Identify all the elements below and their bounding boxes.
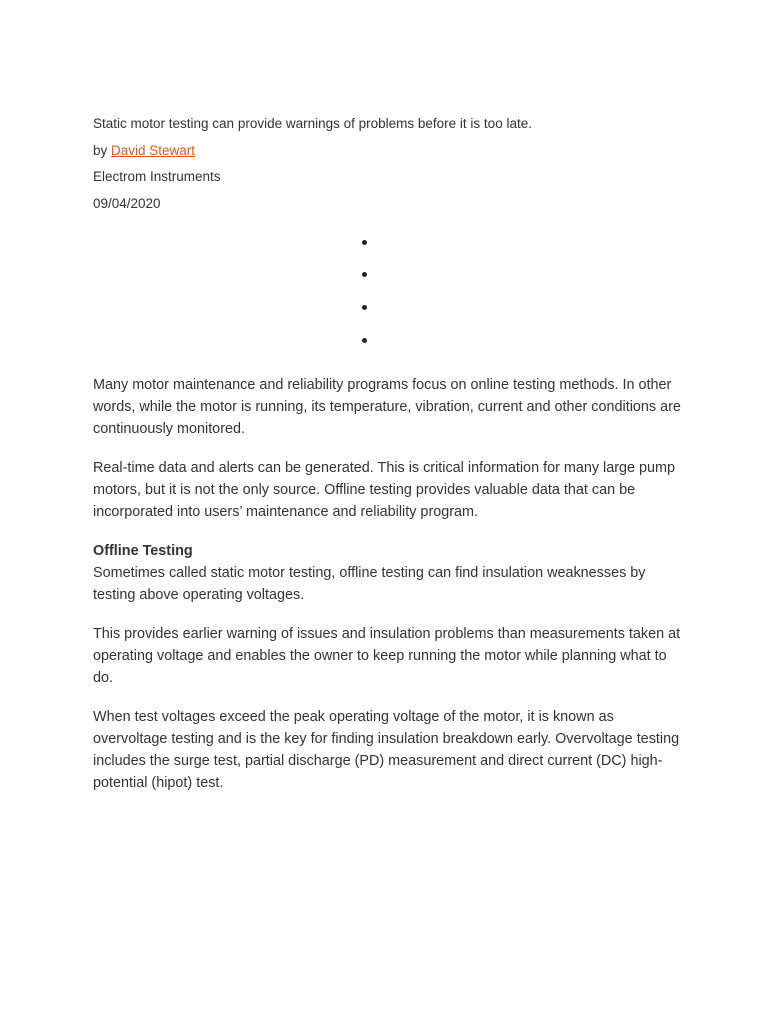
- byline-prefix: by: [93, 142, 112, 158]
- list-item: [93, 332, 633, 365]
- article-subtitle: Static motor testing can provide warnings of problems before it is too late.: [93, 116, 532, 131]
- bullet-icon: [362, 240, 367, 245]
- section-heading: Offline Testing: [93, 543, 193, 560]
- list-item: [93, 266, 633, 299]
- list-item: [93, 234, 633, 267]
- body-paragraph-4: This provides earlier warning of issues and insulation problems than measurements taken at operating voltage and enables the owner to keep running the motor while planning what to do.: [93, 626, 681, 687]
- body-paragraph-2: Real-time data and alerts can be generated. This is critical information for many large pump motors, but it is not the only source. Offline testing provides valuable data that can be incorporated into users’ maintenance and reliability program.: [93, 460, 676, 521]
- body-paragraph-3: Sometimes called static motor testing, offline testing can find insulation weaknesses by testing above operating voltages.: [93, 565, 646, 604]
- empty-bullet-list: [93, 234, 633, 365]
- body-paragraph-1: Many motor maintenance and reliability programs focus on online testing methods. In other words, while the motor is running, its temperature, vibration, current and other conditions are continuously monitored.: [93, 377, 681, 438]
- bullet-icon: [362, 305, 367, 310]
- publish-date: 09/04/2020: [93, 195, 161, 211]
- author-link[interactable]: David Stewart: [111, 142, 196, 158]
- bullet-icon: [362, 338, 367, 343]
- byline: [93, 142, 683, 159]
- company-name: Electrom Instruments: [93, 169, 221, 184]
- bullet-icon: [362, 272, 367, 277]
- body-paragraph-5: When test voltages exceed the peak operating voltage of the motor, it is known as overvoltage testing and is the key for finding insulation breakdown early. Overvoltage testing includes the surge test, partial discharge (PD) measurement and direct current (DC) high-potential (hipot) test.: [93, 709, 680, 792]
- list-item: [93, 299, 633, 332]
- article: [93, 115, 683, 811]
